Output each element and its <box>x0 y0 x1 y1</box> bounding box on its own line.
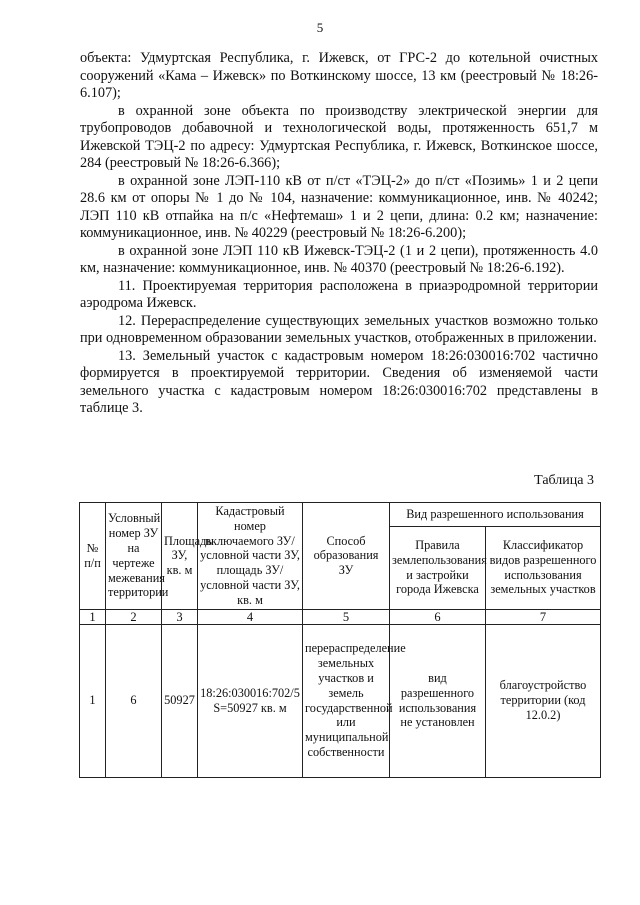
header-cell: Правила землепользования и застройки города Ижевска <box>390 526 486 609</box>
paragraph: в охранной зоне ЛЭП-110 кВ от п/ст «ТЭЦ-2» до п/ст «Позимь» 1 и 2 цепи 28.6 км от опоры № 1 до № 104, назначение: коммуникационное, инв. № 40242; ЛЭП 110 кВ отпайка на п/с «Нефтемаш» 1 и 2 цепи, длина: 0.2 км; назначение: коммуникационное, инв. № 40229 (реестровый № 18:26-6.200); <box>80 172 598 241</box>
paragraph: в охранной зоне объекта по производству электрической энергии для трубопроводов добавочной и технологической воды, протяженность 651,7 м Ижевской ТЭЦ-2 по адресу: Удмуртская Республика, г. Ижевск, Воткинское шоссе, 284 (реестровый № 18:26-6.366); <box>80 102 598 171</box>
column-number: 1 <box>80 609 106 624</box>
paragraph: 13. Земельный участок с кадастровым номером 18:26:030016:702 частично формируется в проектируемой территории. Сведения об изменяемой части земельного участка с кадастровым номером 18:26:030016:702 представлены в таблице 3. <box>80 347 598 416</box>
table-row <box>80 624 601 777</box>
column-number: 5 <box>303 609 390 624</box>
formation-method: перераспределение земельных участков и земель государственной или муниципальной собственности <box>303 624 390 777</box>
column-number-row <box>80 609 601 624</box>
header-cell: Условный номер ЗУ на чертеже межевания территории <box>106 503 162 610</box>
land-plot-table <box>79 502 601 778</box>
paragraph: объекта: Удмуртская Республика, г. Ижевск, от ГРС-2 до котельной очистных сооружений «Кама – Ижевск» по Воткинскому шоссе, 13 км (реестровый № 18:26-6.107); <box>80 50 598 101</box>
paragraph: в охранной зоне ЛЭП 110 кВ Ижевск-ТЭЦ-2 (1 и 2 цепи), протяженность 4.0 км, назначение: коммуникационное, инв. № 40370 (реестровый № 18:26-6.192). <box>80 242 598 276</box>
header-cell: Площадь ЗУ, кв. м <box>162 503 198 610</box>
table-header-row <box>80 503 601 527</box>
column-number: 4 <box>198 609 303 624</box>
header-cell: Классификатор видов разрешенного использования земельных участков <box>486 526 601 609</box>
cadastral-number: 18:26:030016:702/5 S=50927 кв. м <box>198 624 303 777</box>
column-number: 7 <box>486 609 601 624</box>
row-number: 1 <box>80 624 106 777</box>
header-cell: Способ образования ЗУ <box>303 503 390 610</box>
header-group-cell: Вид разрешенного использования <box>390 503 601 527</box>
body-text <box>80 50 598 418</box>
zu-number: 6 <box>106 624 162 777</box>
page-number: 5 <box>316 20 324 35</box>
pzz-usage: вид разрешенного использования не установлен <box>390 624 486 777</box>
area-value: 50927 <box>162 624 198 777</box>
paragraph: 11. Проектируемая территория расположена в приаэродромной территории аэродрома Ижевск. <box>80 277 598 311</box>
header-cell: № п/п <box>80 503 106 610</box>
column-number: 6 <box>390 609 486 624</box>
header-cell: Кадастровый номер включаемого ЗУ/условной части ЗУ, площадь ЗУ/ условной части ЗУ, кв. м <box>198 503 303 610</box>
column-number: 2 <box>106 609 162 624</box>
table-caption: Таблица 3 <box>534 473 594 488</box>
column-number: 3 <box>162 609 198 624</box>
classifier-usage: благоустройство территории (код 12.0.2) <box>486 624 601 777</box>
paragraph: 12. Перераспределение существующих земельных участков возможно только при одновременном образовании земельных участков, отображенных в приложении. <box>80 312 598 346</box>
